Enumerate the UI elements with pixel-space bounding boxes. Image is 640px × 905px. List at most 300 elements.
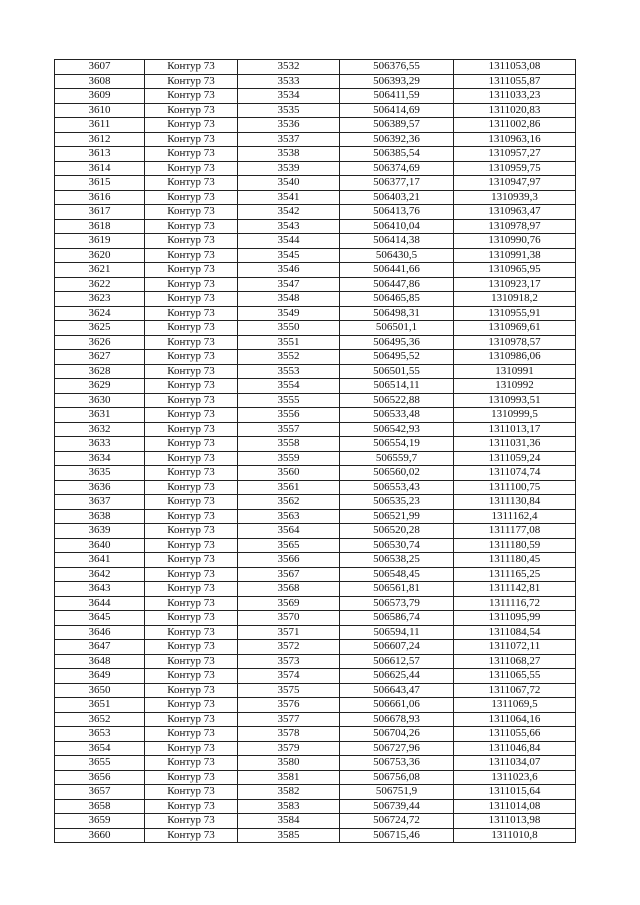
y-coordinate-cell: 1310963,16 bbox=[454, 132, 576, 147]
row-number-cell: 3644 bbox=[55, 596, 145, 611]
y-coordinate-cell: 1311014,08 bbox=[454, 799, 576, 814]
point-number-cell: 3581 bbox=[238, 770, 340, 785]
table-row bbox=[55, 306, 576, 321]
contour-name-cell: Контур 73 bbox=[145, 495, 238, 510]
y-coordinate-cell: 1311177,08 bbox=[454, 524, 576, 539]
row-number-cell: 3637 bbox=[55, 495, 145, 510]
y-coordinate-cell: 1311180,59 bbox=[454, 538, 576, 553]
contour-name-cell: Контур 73 bbox=[145, 553, 238, 568]
coordinates-table bbox=[54, 59, 576, 843]
contour-name-cell: Контур 73 bbox=[145, 451, 238, 466]
x-coordinate-cell: 506573,79 bbox=[340, 596, 454, 611]
y-coordinate-cell: 1311059,24 bbox=[454, 451, 576, 466]
y-coordinate-cell: 1311165,25 bbox=[454, 567, 576, 582]
point-number-cell: 3576 bbox=[238, 698, 340, 713]
point-number-cell: 3579 bbox=[238, 741, 340, 756]
y-coordinate-cell: 1311023,6 bbox=[454, 770, 576, 785]
y-coordinate-cell: 1310957,27 bbox=[454, 147, 576, 162]
table-row bbox=[55, 567, 576, 582]
x-coordinate-cell: 506607,24 bbox=[340, 640, 454, 655]
point-number-cell: 3570 bbox=[238, 611, 340, 626]
x-coordinate-cell: 506377,17 bbox=[340, 176, 454, 191]
y-coordinate-cell: 1311010,8 bbox=[454, 828, 576, 843]
row-number-cell: 3645 bbox=[55, 611, 145, 626]
row-number-cell: 3647 bbox=[55, 640, 145, 655]
row-number-cell: 3634 bbox=[55, 451, 145, 466]
y-coordinate-cell: 1310965,95 bbox=[454, 263, 576, 278]
y-coordinate-cell: 1311180,45 bbox=[454, 553, 576, 568]
x-coordinate-cell: 506678,93 bbox=[340, 712, 454, 727]
point-number-cell: 3543 bbox=[238, 219, 340, 234]
point-number-cell: 3585 bbox=[238, 828, 340, 843]
y-coordinate-cell: 1310947,97 bbox=[454, 176, 576, 191]
row-number-cell: 3611 bbox=[55, 118, 145, 133]
point-number-cell: 3554 bbox=[238, 379, 340, 394]
point-number-cell: 3539 bbox=[238, 161, 340, 176]
contour-name-cell: Контур 73 bbox=[145, 538, 238, 553]
row-number-cell: 3646 bbox=[55, 625, 145, 640]
x-coordinate-cell: 506586,74 bbox=[340, 611, 454, 626]
y-coordinate-cell: 1310991,38 bbox=[454, 248, 576, 263]
point-number-cell: 3536 bbox=[238, 118, 340, 133]
y-coordinate-cell: 1311065,55 bbox=[454, 669, 576, 684]
table-row bbox=[55, 553, 576, 568]
table-row bbox=[55, 828, 576, 843]
table-row bbox=[55, 190, 576, 205]
point-number-cell: 3558 bbox=[238, 437, 340, 452]
x-coordinate-cell: 506501,1 bbox=[340, 321, 454, 336]
row-number-cell: 3628 bbox=[55, 364, 145, 379]
table-row bbox=[55, 538, 576, 553]
contour-name-cell: Контур 73 bbox=[145, 350, 238, 365]
table-row bbox=[55, 712, 576, 727]
table-row bbox=[55, 741, 576, 756]
table-row bbox=[55, 132, 576, 147]
table-row bbox=[55, 248, 576, 263]
y-coordinate-cell: 1310986,06 bbox=[454, 350, 576, 365]
table-row bbox=[55, 785, 576, 800]
row-number-cell: 3635 bbox=[55, 466, 145, 481]
y-coordinate-cell: 1311034,07 bbox=[454, 756, 576, 771]
contour-name-cell: Контур 73 bbox=[145, 799, 238, 814]
point-number-cell: 3561 bbox=[238, 480, 340, 495]
x-coordinate-cell: 506535,23 bbox=[340, 495, 454, 510]
row-number-cell: 3631 bbox=[55, 408, 145, 423]
point-number-cell: 3557 bbox=[238, 422, 340, 437]
point-number-cell: 3584 bbox=[238, 814, 340, 829]
table-row bbox=[55, 654, 576, 669]
y-coordinate-cell: 1310991 bbox=[454, 364, 576, 379]
point-number-cell: 3575 bbox=[238, 683, 340, 698]
table-row bbox=[55, 437, 576, 452]
table-row bbox=[55, 379, 576, 394]
table-row bbox=[55, 669, 576, 684]
y-coordinate-cell: 1311074,74 bbox=[454, 466, 576, 481]
contour-name-cell: Контур 73 bbox=[145, 161, 238, 176]
x-coordinate-cell: 506392,36 bbox=[340, 132, 454, 147]
contour-name-cell: Контур 73 bbox=[145, 118, 238, 133]
contour-name-cell: Контур 73 bbox=[145, 132, 238, 147]
point-number-cell: 3564 bbox=[238, 524, 340, 539]
x-coordinate-cell: 506441,66 bbox=[340, 263, 454, 278]
row-number-cell: 3620 bbox=[55, 248, 145, 263]
table-row bbox=[55, 205, 576, 220]
row-number-cell: 3619 bbox=[55, 234, 145, 249]
contour-name-cell: Контур 73 bbox=[145, 698, 238, 713]
contour-name-cell: Контур 73 bbox=[145, 437, 238, 452]
table-row bbox=[55, 176, 576, 191]
x-coordinate-cell: 506495,52 bbox=[340, 350, 454, 365]
row-number-cell: 3636 bbox=[55, 480, 145, 495]
point-number-cell: 3546 bbox=[238, 263, 340, 278]
y-coordinate-cell: 1311055,87 bbox=[454, 74, 576, 89]
x-coordinate-cell: 506643,47 bbox=[340, 683, 454, 698]
x-coordinate-cell: 506756,08 bbox=[340, 770, 454, 785]
point-number-cell: 3577 bbox=[238, 712, 340, 727]
contour-name-cell: Контур 73 bbox=[145, 611, 238, 626]
row-number-cell: 3655 bbox=[55, 756, 145, 771]
table-row bbox=[55, 495, 576, 510]
table-row bbox=[55, 292, 576, 307]
point-number-cell: 3544 bbox=[238, 234, 340, 249]
row-number-cell: 3613 bbox=[55, 147, 145, 162]
row-number-cell: 3630 bbox=[55, 393, 145, 408]
x-coordinate-cell: 506727,96 bbox=[340, 741, 454, 756]
contour-name-cell: Контур 73 bbox=[145, 277, 238, 292]
point-number-cell: 3567 bbox=[238, 567, 340, 582]
x-coordinate-cell: 506553,43 bbox=[340, 480, 454, 495]
point-number-cell: 3545 bbox=[238, 248, 340, 263]
contour-name-cell: Контур 73 bbox=[145, 524, 238, 539]
y-coordinate-cell: 1310955,91 bbox=[454, 306, 576, 321]
table-row bbox=[55, 756, 576, 771]
x-coordinate-cell: 506393,29 bbox=[340, 74, 454, 89]
row-number-cell: 3625 bbox=[55, 321, 145, 336]
row-number-cell: 3642 bbox=[55, 567, 145, 582]
x-coordinate-cell: 506538,25 bbox=[340, 553, 454, 568]
contour-name-cell: Контур 73 bbox=[145, 147, 238, 162]
table-row bbox=[55, 393, 576, 408]
y-coordinate-cell: 1311084,54 bbox=[454, 625, 576, 640]
table-row bbox=[55, 219, 576, 234]
row-number-cell: 3610 bbox=[55, 103, 145, 118]
row-number-cell: 3609 bbox=[55, 89, 145, 104]
contour-name-cell: Контур 73 bbox=[145, 422, 238, 437]
point-number-cell: 3533 bbox=[238, 74, 340, 89]
point-number-cell: 3571 bbox=[238, 625, 340, 640]
table-row bbox=[55, 364, 576, 379]
y-coordinate-cell: 1311095,99 bbox=[454, 611, 576, 626]
point-number-cell: 3572 bbox=[238, 640, 340, 655]
point-number-cell: 3562 bbox=[238, 495, 340, 510]
table-row bbox=[55, 640, 576, 655]
contour-name-cell: Контур 73 bbox=[145, 190, 238, 205]
row-number-cell: 3614 bbox=[55, 161, 145, 176]
contour-name-cell: Контур 73 bbox=[145, 654, 238, 669]
table-row bbox=[55, 60, 576, 75]
contour-name-cell: Контур 73 bbox=[145, 625, 238, 640]
table-row bbox=[55, 234, 576, 249]
row-number-cell: 3639 bbox=[55, 524, 145, 539]
x-coordinate-cell: 506661,06 bbox=[340, 698, 454, 713]
x-coordinate-cell: 506548,45 bbox=[340, 567, 454, 582]
row-number-cell: 3629 bbox=[55, 379, 145, 394]
point-number-cell: 3582 bbox=[238, 785, 340, 800]
contour-name-cell: Контур 73 bbox=[145, 669, 238, 684]
contour-name-cell: Контур 73 bbox=[145, 205, 238, 220]
contour-name-cell: Контур 73 bbox=[145, 509, 238, 524]
contour-name-cell: Контур 73 bbox=[145, 814, 238, 829]
y-coordinate-cell: 1311013,17 bbox=[454, 422, 576, 437]
y-coordinate-cell: 1311020,83 bbox=[454, 103, 576, 118]
contour-name-cell: Контур 73 bbox=[145, 582, 238, 597]
contour-name-cell: Контур 73 bbox=[145, 466, 238, 481]
x-coordinate-cell: 506612,57 bbox=[340, 654, 454, 669]
point-number-cell: 3547 bbox=[238, 277, 340, 292]
y-coordinate-cell: 1311072,11 bbox=[454, 640, 576, 655]
contour-name-cell: Контур 73 bbox=[145, 89, 238, 104]
x-coordinate-cell: 506385,54 bbox=[340, 147, 454, 162]
point-number-cell: 3568 bbox=[238, 582, 340, 597]
row-number-cell: 3615 bbox=[55, 176, 145, 191]
table-row bbox=[55, 321, 576, 336]
y-coordinate-cell: 1311013,98 bbox=[454, 814, 576, 829]
x-coordinate-cell: 506430,5 bbox=[340, 248, 454, 263]
table-row bbox=[55, 408, 576, 423]
contour-name-cell: Контур 73 bbox=[145, 335, 238, 350]
x-coordinate-cell: 506542,93 bbox=[340, 422, 454, 437]
x-coordinate-cell: 506530,74 bbox=[340, 538, 454, 553]
x-coordinate-cell: 506411,59 bbox=[340, 89, 454, 104]
contour-name-cell: Контур 73 bbox=[145, 408, 238, 423]
point-number-cell: 3553 bbox=[238, 364, 340, 379]
point-number-cell: 3559 bbox=[238, 451, 340, 466]
point-number-cell: 3578 bbox=[238, 727, 340, 742]
table-row bbox=[55, 422, 576, 437]
contour-name-cell: Контур 73 bbox=[145, 306, 238, 321]
table-row bbox=[55, 582, 576, 597]
row-number-cell: 3621 bbox=[55, 263, 145, 278]
contour-name-cell: Контур 73 bbox=[145, 176, 238, 191]
y-coordinate-cell: 1311130,84 bbox=[454, 495, 576, 510]
table-row bbox=[55, 770, 576, 785]
row-number-cell: 3612 bbox=[55, 132, 145, 147]
contour-name-cell: Контур 73 bbox=[145, 103, 238, 118]
point-number-cell: 3556 bbox=[238, 408, 340, 423]
row-number-cell: 3641 bbox=[55, 553, 145, 568]
point-number-cell: 3542 bbox=[238, 205, 340, 220]
x-coordinate-cell: 506498,31 bbox=[340, 306, 454, 321]
table-row bbox=[55, 698, 576, 713]
contour-name-cell: Контур 73 bbox=[145, 379, 238, 394]
y-coordinate-cell: 1310959,75 bbox=[454, 161, 576, 176]
y-coordinate-cell: 1310978,97 bbox=[454, 219, 576, 234]
y-coordinate-cell: 1311116,72 bbox=[454, 596, 576, 611]
contour-name-cell: Контур 73 bbox=[145, 756, 238, 771]
x-coordinate-cell: 506715,46 bbox=[340, 828, 454, 843]
x-coordinate-cell: 506414,69 bbox=[340, 103, 454, 118]
y-coordinate-cell: 1310993,51 bbox=[454, 393, 576, 408]
row-number-cell: 3650 bbox=[55, 683, 145, 698]
x-coordinate-cell: 506594,11 bbox=[340, 625, 454, 640]
y-coordinate-cell: 1311067,72 bbox=[454, 683, 576, 698]
x-coordinate-cell: 506501,55 bbox=[340, 364, 454, 379]
table-row bbox=[55, 683, 576, 698]
x-coordinate-cell: 506561,81 bbox=[340, 582, 454, 597]
point-number-cell: 3549 bbox=[238, 306, 340, 321]
point-number-cell: 3537 bbox=[238, 132, 340, 147]
x-coordinate-cell: 506514,11 bbox=[340, 379, 454, 394]
point-number-cell: 3552 bbox=[238, 350, 340, 365]
row-number-cell: 3640 bbox=[55, 538, 145, 553]
y-coordinate-cell: 1310978,57 bbox=[454, 335, 576, 350]
x-coordinate-cell: 506751,9 bbox=[340, 785, 454, 800]
x-coordinate-cell: 506753,36 bbox=[340, 756, 454, 771]
table-row bbox=[55, 814, 576, 829]
table-row bbox=[55, 611, 576, 626]
x-coordinate-cell: 506521,99 bbox=[340, 509, 454, 524]
point-number-cell: 3565 bbox=[238, 538, 340, 553]
contour-name-cell: Контур 73 bbox=[145, 683, 238, 698]
y-coordinate-cell: 1310939,3 bbox=[454, 190, 576, 205]
y-coordinate-cell: 1311142,81 bbox=[454, 582, 576, 597]
table-row bbox=[55, 74, 576, 89]
table-row bbox=[55, 161, 576, 176]
contour-name-cell: Контур 73 bbox=[145, 567, 238, 582]
row-number-cell: 3622 bbox=[55, 277, 145, 292]
row-number-cell: 3658 bbox=[55, 799, 145, 814]
point-number-cell: 3541 bbox=[238, 190, 340, 205]
y-coordinate-cell: 1311033,23 bbox=[454, 89, 576, 104]
point-number-cell: 3573 bbox=[238, 654, 340, 669]
point-number-cell: 3569 bbox=[238, 596, 340, 611]
x-coordinate-cell: 506739,44 bbox=[340, 799, 454, 814]
x-coordinate-cell: 506554,19 bbox=[340, 437, 454, 452]
row-number-cell: 3607 bbox=[55, 60, 145, 75]
y-coordinate-cell: 1311068,27 bbox=[454, 654, 576, 669]
contour-name-cell: Контур 73 bbox=[145, 393, 238, 408]
table-row bbox=[55, 335, 576, 350]
contour-name-cell: Контур 73 bbox=[145, 770, 238, 785]
point-number-cell: 3534 bbox=[238, 89, 340, 104]
contour-name-cell: Контур 73 bbox=[145, 480, 238, 495]
table-row bbox=[55, 277, 576, 292]
point-number-cell: 3532 bbox=[238, 60, 340, 75]
row-number-cell: 3626 bbox=[55, 335, 145, 350]
table-row bbox=[55, 466, 576, 481]
point-number-cell: 3563 bbox=[238, 509, 340, 524]
point-number-cell: 3551 bbox=[238, 335, 340, 350]
x-coordinate-cell: 506533,48 bbox=[340, 408, 454, 423]
y-coordinate-cell: 1311064,16 bbox=[454, 712, 576, 727]
row-number-cell: 3656 bbox=[55, 770, 145, 785]
x-coordinate-cell: 506465,85 bbox=[340, 292, 454, 307]
y-coordinate-cell: 1310923,17 bbox=[454, 277, 576, 292]
x-coordinate-cell: 506520,28 bbox=[340, 524, 454, 539]
x-coordinate-cell: 506410,04 bbox=[340, 219, 454, 234]
point-number-cell: 3574 bbox=[238, 669, 340, 684]
table-row bbox=[55, 509, 576, 524]
contour-name-cell: Контур 73 bbox=[145, 219, 238, 234]
row-number-cell: 3623 bbox=[55, 292, 145, 307]
x-coordinate-cell: 506414,38 bbox=[340, 234, 454, 249]
point-number-cell: 3555 bbox=[238, 393, 340, 408]
x-coordinate-cell: 506403,21 bbox=[340, 190, 454, 205]
contour-name-cell: Контур 73 bbox=[145, 234, 238, 249]
contour-name-cell: Контур 73 bbox=[145, 364, 238, 379]
y-coordinate-cell: 1310999,5 bbox=[454, 408, 576, 423]
table-row bbox=[55, 147, 576, 162]
row-number-cell: 3654 bbox=[55, 741, 145, 756]
contour-name-cell: Контур 73 bbox=[145, 741, 238, 756]
row-number-cell: 3618 bbox=[55, 219, 145, 234]
x-coordinate-cell: 506389,57 bbox=[340, 118, 454, 133]
y-coordinate-cell: 1310918,2 bbox=[454, 292, 576, 307]
point-number-cell: 3560 bbox=[238, 466, 340, 481]
x-coordinate-cell: 506522,88 bbox=[340, 393, 454, 408]
y-coordinate-cell: 1311162,4 bbox=[454, 509, 576, 524]
contour-name-cell: Контур 73 bbox=[145, 321, 238, 336]
contour-name-cell: Контур 73 bbox=[145, 640, 238, 655]
row-number-cell: 3638 bbox=[55, 509, 145, 524]
y-coordinate-cell: 1310990,76 bbox=[454, 234, 576, 249]
y-coordinate-cell: 1310992 bbox=[454, 379, 576, 394]
x-coordinate-cell: 506625,44 bbox=[340, 669, 454, 684]
coordinates-table-body bbox=[55, 60, 576, 843]
point-number-cell: 3548 bbox=[238, 292, 340, 307]
y-coordinate-cell: 1311069,5 bbox=[454, 698, 576, 713]
contour-name-cell: Контур 73 bbox=[145, 292, 238, 307]
point-number-cell: 3566 bbox=[238, 553, 340, 568]
table-row bbox=[55, 625, 576, 640]
x-coordinate-cell: 506374,69 bbox=[340, 161, 454, 176]
table-row bbox=[55, 524, 576, 539]
x-coordinate-cell: 506376,55 bbox=[340, 60, 454, 75]
table-row bbox=[55, 596, 576, 611]
point-number-cell: 3550 bbox=[238, 321, 340, 336]
row-number-cell: 3608 bbox=[55, 74, 145, 89]
row-number-cell: 3657 bbox=[55, 785, 145, 800]
row-number-cell: 3659 bbox=[55, 814, 145, 829]
x-coordinate-cell: 506495,36 bbox=[340, 335, 454, 350]
y-coordinate-cell: 1310969,61 bbox=[454, 321, 576, 336]
contour-name-cell: Контур 73 bbox=[145, 60, 238, 75]
y-coordinate-cell: 1311053,08 bbox=[454, 60, 576, 75]
row-number-cell: 3624 bbox=[55, 306, 145, 321]
y-coordinate-cell: 1311015,64 bbox=[454, 785, 576, 800]
y-coordinate-cell: 1311002,86 bbox=[454, 118, 576, 133]
row-number-cell: 3649 bbox=[55, 669, 145, 684]
point-number-cell: 3583 bbox=[238, 799, 340, 814]
y-coordinate-cell: 1311031,36 bbox=[454, 437, 576, 452]
contour-name-cell: Контур 73 bbox=[145, 263, 238, 278]
row-number-cell: 3660 bbox=[55, 828, 145, 843]
x-coordinate-cell: 506560,02 bbox=[340, 466, 454, 481]
table-row bbox=[55, 350, 576, 365]
row-number-cell: 3648 bbox=[55, 654, 145, 669]
table-row bbox=[55, 480, 576, 495]
table-row bbox=[55, 451, 576, 466]
x-coordinate-cell: 506447,86 bbox=[340, 277, 454, 292]
contour-name-cell: Контур 73 bbox=[145, 596, 238, 611]
x-coordinate-cell: 506559,7 bbox=[340, 451, 454, 466]
x-coordinate-cell: 506704,26 bbox=[340, 727, 454, 742]
row-number-cell: 3643 bbox=[55, 582, 145, 597]
table-row bbox=[55, 263, 576, 278]
row-number-cell: 3627 bbox=[55, 350, 145, 365]
contour-name-cell: Контур 73 bbox=[145, 712, 238, 727]
row-number-cell: 3617 bbox=[55, 205, 145, 220]
